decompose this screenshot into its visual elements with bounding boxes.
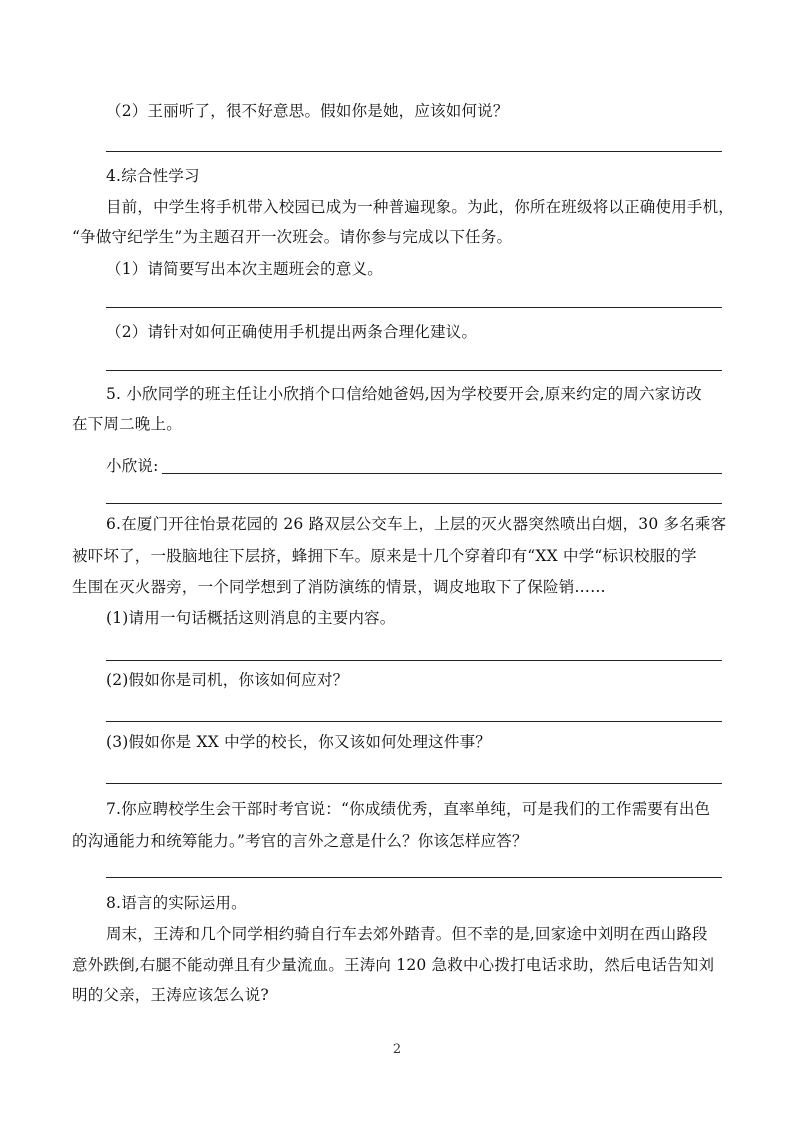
answer-line[interactable] — [106, 307, 722, 308]
q6-line-3: 生围在灭火器旁，一个同学想到了消防演练的情景，调皮地取下了保险销…… — [72, 578, 606, 596]
q6-subquestion-1: (1)请用一句话概括这则消息的主要内容。 — [106, 609, 396, 627]
q4-intro-line-2: “争做守纪学生”为主题召开一次班会。请你参与完成以下任务。 — [72, 228, 513, 246]
answer-line[interactable] — [106, 151, 722, 152]
q6-subquestion-2: (2)假如你是司机，你该如何应对？ — [106, 671, 349, 689]
q5-answer-label: 小欣说: — [106, 457, 159, 475]
answer-line[interactable] — [106, 783, 722, 784]
answer-line[interactable] — [106, 370, 722, 371]
q6-subquestion-3: (3)假如你是 XX 中学的校长，你又该如何处理这件事？ — [106, 733, 491, 751]
q4-subquestion-2: （2）请针对如何正确使用手机提出两条合理化建议。 — [106, 323, 478, 341]
answer-line[interactable] — [106, 721, 722, 722]
q4-intro-line-1: 目前，中学生将手机带入校园已成为一种普遍现象。为此，你所在班级将以正确使用手机， — [106, 198, 735, 216]
answer-line[interactable] — [106, 877, 722, 878]
q8-line-1: 周末，王涛和几个同学相约骑自行车去郊外踏青。但不幸的是,回家途中刘明在西山路段 — [106, 925, 708, 943]
answer-line[interactable] — [162, 473, 722, 474]
q3-subquestion-2: （2）王丽听了，很不好意思。假如你是她，应该如何说？ — [106, 102, 509, 120]
q5-line-2: 在下周二晚上。 — [72, 415, 182, 433]
q8-line-3: 明的父亲，王涛应该怎么说? — [72, 986, 269, 1004]
q6-line-2: 被吓坏了，一股脑地往下层挤，蜂拥下车。原来是十几个穿着印有“XX 中学“标识校服的学 — [72, 547, 697, 565]
page-number: 2 — [392, 1042, 402, 1057]
q4-heading: 4.综合性学习 — [106, 167, 200, 185]
q4-subquestion-1: （1）请简要写出本次主题班会的意义。 — [106, 260, 383, 278]
q8-line-2: 意外跌倒,右腿不能动弹且有少量流血。王涛向 120 急救中心拨打电话求助，然后电话告知刘 — [72, 956, 715, 974]
q5-line-1: 5. 小欣同学的班主任让小欣捎个口信给她爸妈,因为学校要开会,原来约定的周六家访改 — [106, 385, 702, 403]
answer-line[interactable] — [106, 503, 722, 504]
q7-line-2: 的沟通能力和统筹能力。”考官的言外之意是什么？你该怎样应答？ — [72, 832, 528, 850]
q8-heading: 8.语言的实际运用。 — [106, 894, 247, 912]
q7-line-1: 7.你应聘校学生会干部时考官说：“你成绩优秀，直率单纯，可是我们的工作需要有出色 — [106, 800, 711, 818]
answer-line[interactable] — [106, 660, 722, 661]
q6-line-1: 6.在厦门开往怡景花园的 26 路双层公交车上，上层的灭火器突然喷出白烟，30 多名乘客 — [106, 515, 727, 533]
